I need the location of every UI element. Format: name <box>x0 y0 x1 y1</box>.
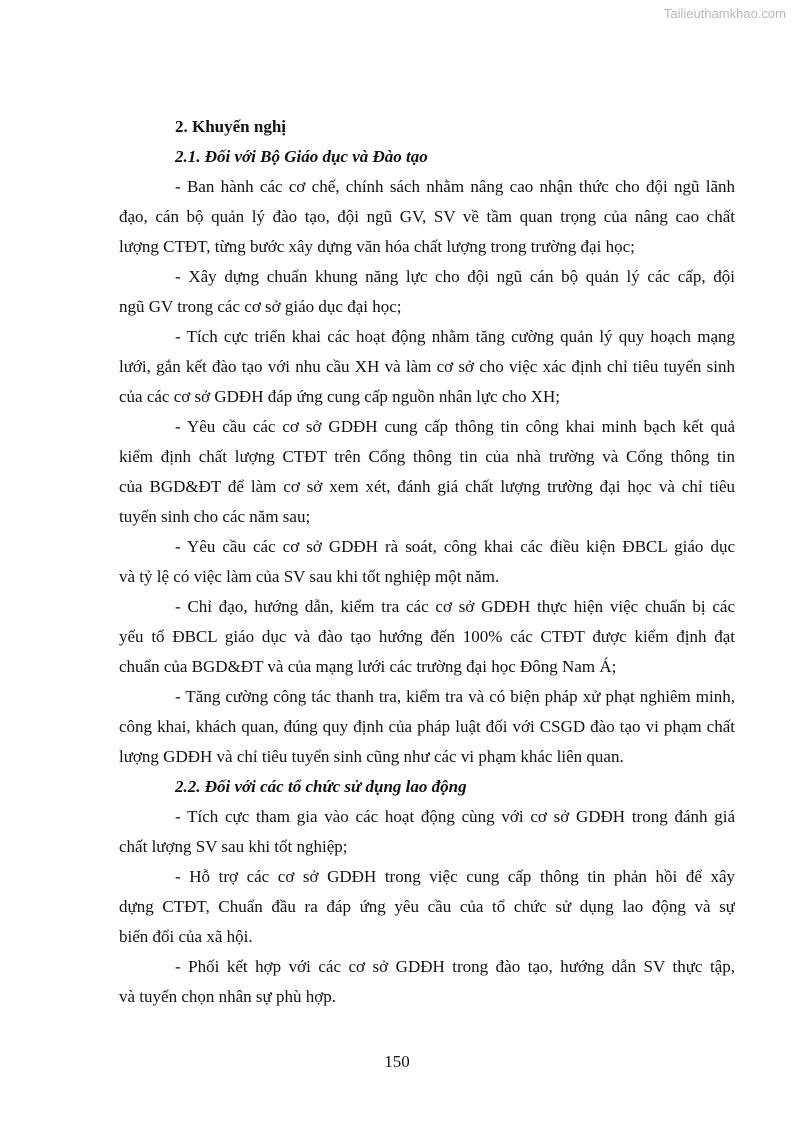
text-line: - Tăng cường công tác thanh tra, kiểm tra và có biện pháp xử phạt nghiêm minh, <box>175 687 735 706</box>
text-line: - Ban hành các cơ chế, chính sách nhằm nâng cao nhận thức cho đội ngũ lãnh <box>175 177 735 196</box>
text-line: và tuyển chọn nhân sự phù hợp. <box>119 987 336 1006</box>
paragraph <box>119 532 735 592</box>
text-line: dựng CTĐT, Chuẩn đầu ra đáp ứng yêu cầu của tổ chức sử dụng lao động và sự <box>119 897 735 916</box>
paragraph <box>119 262 735 322</box>
paragraph <box>119 862 735 952</box>
text-line: lượng CTĐT, từng bước xây dựng văn hóa chất lượng trong trường đại học; <box>119 237 635 256</box>
text-line: - Xây dựng chuẩn khung năng lực cho đội ngũ cán bộ quản lý các cấp, đội <box>175 267 735 286</box>
subsection-heading <box>119 142 735 172</box>
document-body <box>119 112 735 1012</box>
subsection-heading <box>119 772 735 802</box>
text-line: và tỷ lệ có việc làm của SV sau khi tốt nghiệp một năm. <box>119 567 500 586</box>
text-line: tuyển sinh cho các năm sau; <box>119 507 311 526</box>
section-heading <box>119 112 735 142</box>
paragraph <box>119 682 735 772</box>
watermark: Tailieuthamkhao.com <box>663 6 786 21</box>
paragraph <box>119 412 735 532</box>
text-line: của các cơ sở GDĐH đáp ứng cung cấp nguồn nhân lực cho XH; <box>119 387 560 406</box>
text-line: - Phối kết hợp với các cơ sở GDĐH trong đào tạo, hướng dẫn SV thực tập, <box>175 957 735 976</box>
text-line: - Tích cực tham gia vào các hoạt động cùng với cơ sở GDĐH trong đánh giá <box>175 807 735 826</box>
text-line: công khai, khách quan, đúng quy định của pháp luật đối với CSGD đào tạo vi phạm chất <box>119 717 735 736</box>
text-line: 2. Khuyến nghị <box>175 117 287 136</box>
paragraph <box>119 952 735 1012</box>
text-line: - Chỉ đạo, hướng dẫn, kiểm tra các cơ sở GDĐH thực hiện việc chuẩn bị các <box>175 597 735 616</box>
text-line: chất lượng SV sau khi tốt nghiệp; <box>119 837 348 856</box>
text-line: đạo, cán bộ quản lý đào tạo, đội ngũ GV, SV về tầm quan trọng của nâng cao chất <box>119 207 735 226</box>
text-line: lượng GDĐH và chỉ tiêu tuyển sinh cũng như các vi phạm khác liên quan. <box>119 747 624 766</box>
paragraph <box>119 322 735 412</box>
text-line: biến đổi của xã hội. <box>119 927 253 946</box>
text-line: - Tích cực triển khai các hoạt động nhằm tăng cường quản lý quy hoạch mạng <box>175 327 735 346</box>
text-line: của BGD&ĐT để làm cơ sở xem xét, đánh giá chất lượng trường đại học và chỉ tiêu <box>119 477 735 496</box>
text-line: - Hỗ trợ các cơ sở GDĐH trong việc cung cấp thông tin phản hồi để xây <box>175 867 735 886</box>
text-line: yếu tố ĐBCL giáo dục và đào tạo hướng đến 100% các CTĐT được kiểm định đạt <box>119 627 735 646</box>
text-line: - Yêu cầu các cơ sở GDĐH cung cấp thông tin công khai minh bạch kết quả <box>175 417 735 436</box>
text-line: 2.1. Đối với Bộ Giáo dục và Đào tạo <box>175 147 428 166</box>
text-line: lưới, gắn kết đào tạo với nhu cầu XH và làm cơ sở cho việc xác định chỉ tiêu tuyển sinh <box>119 357 735 376</box>
text-line: - Yêu cầu các cơ sở GDĐH rà soát, công khai các điều kiện ĐBCL giáo dục <box>175 537 735 556</box>
text-line: 2.2. Đối với các tổ chức sử dụng lao động <box>175 777 467 796</box>
text-line: chuẩn của BGD&ĐT và của mạng lưới các trường đại học Đông Nam Á; <box>119 657 617 676</box>
paragraph <box>119 592 735 682</box>
page-number: 150 <box>384 1052 410 1071</box>
paragraph <box>119 802 735 862</box>
text-line: ngũ GV trong các cơ sở giáo dục đại học; <box>119 297 402 316</box>
paragraph <box>119 172 735 262</box>
text-line: kiểm định chất lượng CTĐT trên Cổng thông tin của nhà trường và Cổng thông tin <box>119 447 735 466</box>
